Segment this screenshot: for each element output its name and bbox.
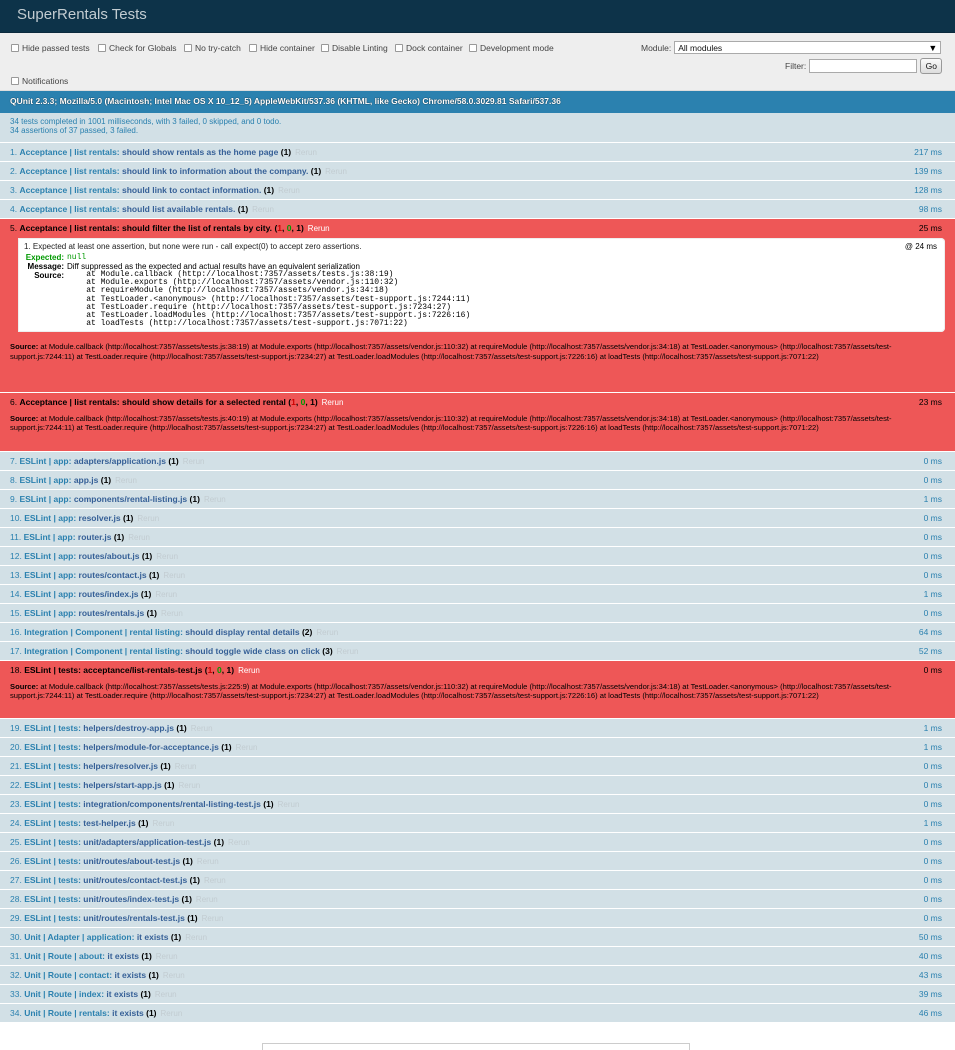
runtime: 0 ms: [923, 456, 942, 466]
runtime: 0 ms: [923, 799, 942, 809]
rerun-link[interactable]: Rerun: [190, 724, 213, 733]
module-select[interactable]: All modules ▼: [674, 41, 941, 54]
checkbox-icon[interactable]: [98, 44, 106, 52]
runtime: 0 ms: [923, 913, 942, 923]
test-row[interactable]: 28. ESLint | tests: unit/routes/index-test.js (1) Rerun 0 ms: [0, 890, 955, 909]
hide-passed-checkbox[interactable]: Hide passed tests: [11, 43, 90, 53]
runtime: 1 ms: [923, 494, 942, 504]
checkbox-icon[interactable]: [11, 44, 19, 52]
test-row[interactable]: 19. ESLint | tests: helpers/destroy-app.js (1) Rerun 1 ms: [0, 719, 955, 738]
rerun-link[interactable]: Rerun: [238, 666, 260, 675]
runtime: 64 ms: [918, 627, 942, 637]
runtime: 1 ms: [923, 589, 942, 599]
rerun-link[interactable]: Rerun: [178, 781, 201, 790]
rerun-link[interactable]: Rerun: [162, 971, 185, 980]
runtime: 0 ms: [923, 570, 942, 580]
failed-test-row[interactable]: 5. Acceptance | list rentals: should filter the list of rentals by city. (1, 0, 1) Rerun 25 ms 1. Expected at least one assertion, but none were run - call expect(0) to accept zero assertions. @ 24 ms Expected: null Message: Diff suppressed as the expected and actual results have an equivalent serialization Source: at Module.callback (http://localhost:7357/assets/tests.js:38:19) at Module.exports (http://localhost:7357/assets/vendor.js:110:32) at requireModule (http://localhost:7357/assets/vendor.js:34:18) at TestLoader.<anonymous> (http://localhost:7357/assets/test-support.js:7244:11) at TestLoader.require (http://localhost:7357/assets/test-support.js:7234:27) at TestLoader.loadModules (http://localhost:7357/assets/test-support.js:7226:16) at loadTests (http://localhost:7357/assets/test-support.js:7071:22) Source: at Module.callback (http://localhost:7357/assets/tests.js:38:19) at Module.exports (http://localhost:7357/assets/vendor.js:110:32) at requireModule (http://localhost:7357/assets/vendor.js:34:18) at TestLoader.<anonymous> (http://localhost:7357/assets/test-support.js:7244:11) at TestLoader.require (http://localhost:7357/assets/test-support.js:7234:27) at TestLoader.loadModules (http://localhost:7357/assets/test-support.js:7226:16) at loadTests (http://localhost:7357/assets/test-support.js:7071:22): [0, 219, 955, 393]
rerun-link[interactable]: Rerun: [201, 914, 224, 923]
rerun-link[interactable]: Rerun: [295, 148, 317, 157]
rerun-link[interactable]: Rerun: [316, 628, 339, 637]
hide-container-checkbox[interactable]: Hide container: [249, 43, 315, 53]
rerun-link[interactable]: Rerun: [277, 800, 300, 809]
go-button[interactable]: Go: [920, 58, 942, 74]
test-row[interactable]: 29. ESLint | tests: unit/routes/rentals-test.js (1) Rerun 0 ms: [0, 909, 955, 928]
rerun-link[interactable]: Rerun: [228, 838, 250, 847]
test-row[interactable]: 10. ESLint | app: resolver.js (1) Rerun 0 ms: [0, 509, 955, 528]
stack-trace: at Module.callback (http://localhost:7357/assets/tests.js:38:19) at Module.exports (http://localhost:7357/assets/vendor.js:110:32) at requireModule (http://localhost:7357/assets/vendor.js:34:18) at TestLoader.<anonymous> (http://localhost:7357/assets/test-support.js:7244:11) at TestLoader.require (http://localhost:7357/assets/test-support.js:7234:27) at TestLoader.loadModules (http://localhost:7357/assets/test-support.js:7226:16) at loadTests (http://localhost:7357/assets/test-support.js:7071:22): [86, 270, 471, 329]
rerun-link[interactable]: Rerun: [152, 819, 175, 828]
toolbar: [0, 33, 955, 91]
failed-test-row[interactable]: 18. ESLint | tests: acceptance/list-rentals-test.js (1, 0, 1) Rerun 0 ms Source: at Module.callback (http://localhost:7357/assets/tests.js:225:9) at Module.exports (http://localhost:7357/assets/vendor.js:110:32) at requireModule (http://localhost:7357/assets/vendor.js:34:18) at TestLoader.<anonymous> (http://localhost:7357/assets/test-support.js:7244:11) at TestLoader.require (http://localhost:7357/assets/test-support.js:7234:27) at TestLoader.loadModules (http://localhost:7357/assets/test-support.js:7226:16) at loadTests (http://localhost:7357/assets/test-support.js:7071:22): [0, 661, 955, 719]
test-row[interactable]: 14. ESLint | app: routes/index.js (1) Rerun 1 ms: [0, 585, 955, 604]
rerun-link[interactable]: Rerun: [128, 533, 151, 542]
bottom-panel-edge: [262, 1043, 690, 1050]
test-row[interactable]: 24. ESLint | tests: test-helper.js (1) Rerun 1 ms: [0, 814, 955, 833]
rerun-link[interactable]: Rerun: [163, 571, 186, 580]
runtime: 0 ms: [923, 780, 942, 790]
development-mode-checkbox[interactable]: Development mode: [469, 43, 554, 53]
runtime: 0 ms: [923, 894, 942, 904]
rerun-link[interactable]: Rerun: [278, 186, 300, 195]
rerun-link[interactable]: Rerun: [325, 167, 347, 176]
rerun-link[interactable]: Rerun: [137, 514, 160, 523]
test-row[interactable]: 32. Unit | Route | contact: it exists (1) Rerun 43 ms: [0, 966, 955, 985]
runtime: 23 ms: [918, 397, 942, 407]
checkbox-icon[interactable]: [321, 44, 329, 52]
runtime: 0 ms: [923, 475, 942, 485]
rerun-link[interactable]: Rerun: [155, 952, 178, 961]
failure-source: Source: at Module.callback (http://localhost:7357/assets/tests.js:40:19) at Module.exports (http://localhost:7357/assets/vendor.js:110:32) at requireModule (http://localhost:7357/assets/vendor.js:34:18) at TestLoader.<anonymous> (http://localhost:7357/assets/test-support.js:7244:11) at TestLoader.require (http://localhost:7357/assets/test-support.js:7234:27) at TestLoader.loadModules (http://localhost:7357/assets/test-support.js:7226:16) at loadTests (http://localhost:7357/assets/test-support.js:7071:22): [10, 414, 892, 433]
test-row[interactable]: 2. Acceptance | list rentals: should link to information about the company. (1) Rerun 139 ms: [0, 162, 955, 181]
test-row[interactable]: 12. ESLint | app: routes/about.js (1) Rerun 0 ms: [0, 547, 955, 566]
rerun-link[interactable]: Rerun: [160, 1009, 183, 1018]
runtime: 0 ms: [923, 551, 942, 561]
runtime: 43 ms: [918, 970, 942, 980]
failure-source: Source: at Module.callback (http://localhost:7357/assets/tests.js:225:9) at Module.exports (http://localhost:7357/assets/vendor.js:110:32) at requireModule (http://localhost:7357/assets/vendor.js:34:18) at TestLoader.<anonymous> (http://localhost:7357/assets/test-support.js:7244:11) at TestLoader.require (http://localhost:7357/assets/test-support.js:7234:27) at TestLoader.loadModules (http://localhost:7357/assets/test-support.js:7226:16) at loadTests (http://localhost:7357/assets/test-support.js:7071:22): [10, 682, 892, 701]
test-row[interactable]: 15. ESLint | app: routes/rentals.js (1) Rerun 0 ms: [0, 604, 955, 623]
checkbox-icon[interactable]: [11, 77, 19, 85]
runtime: 46 ms: [918, 1008, 942, 1018]
runtime: 0 ms: [923, 761, 942, 771]
dock-container-checkbox[interactable]: Dock container: [395, 43, 463, 53]
test-row[interactable]: 22. ESLint | tests: helpers/start-app.js (1) Rerun 0 ms: [0, 776, 955, 795]
test-row[interactable]: 11. ESLint | app: router.js (1) Rerun 0 ms: [0, 528, 955, 547]
test-row[interactable]: 23. ESLint | tests: integration/components/rental-listing-test.js (1) Rerun 0 ms: [0, 795, 955, 814]
test-row[interactable]: 33. Unit | Route | index: it exists (1) Rerun 39 ms: [0, 985, 955, 1004]
rerun-link[interactable]: Rerun: [336, 647, 359, 656]
no-try-catch-checkbox[interactable]: No try-catch: [184, 43, 241, 53]
runtime: 139 ms: [914, 166, 942, 176]
rerun-link[interactable]: Rerun: [321, 398, 344, 407]
notifications-checkbox[interactable]: Notifications: [11, 76, 68, 86]
runtime: 128 ms: [914, 185, 942, 195]
user-agent: QUnit 2.3.3; Mozilla/5.0 (Macintosh; Intel Mac OS X 10_12_5) AppleWebKit/537.36 (KHTML, like Gecko) Chrome/58.0.3029.81 Safari/537.36: [0, 91, 955, 113]
test-list: [0, 143, 955, 1023]
runtime: 39 ms: [918, 989, 942, 999]
test-row[interactable]: 21. ESLint | tests: helpers/resolver.js (1) Rerun 0 ms: [0, 757, 955, 776]
failure-source: Source: at Module.callback (http://localhost:7357/assets/tests.js:38:19) at Module.exports (http://localhost:7357/assets/vendor.js:110:32) at requireModule (http://localhost:7357/assets/vendor.js:34:18) at TestLoader.<anonymous> (http://localhost:7357/assets/test-support.js:7244:11) at TestLoader.require (http://localhost:7357/assets/test-support.js:7234:27) at TestLoader.loadModules (http://localhost:7357/assets/test-support.js:7226:16) at loadTests (http://localhost:7357/assets/test-support.js:7071:22): [10, 342, 892, 361]
checkbox-icon[interactable]: [249, 44, 257, 52]
runtime: 52 ms: [918, 646, 942, 656]
checkbox-icon[interactable]: [184, 44, 192, 52]
test-row[interactable]: 17. Integration | Component | rental listing: should toggle wide class on click (3) Rerun 52 ms: [0, 642, 955, 661]
check-globals-checkbox[interactable]: Check for Globals: [98, 43, 177, 53]
rerun-link[interactable]: Rerun: [307, 224, 330, 233]
filter-row: [785, 58, 942, 74]
test-row[interactable]: 31. Unit | Route | about: it exists (1) Rerun 40 ms: [0, 947, 955, 966]
rerun-link[interactable]: Rerun: [174, 762, 197, 771]
checkbox-icon[interactable]: [469, 44, 477, 52]
runtime: 217 ms: [914, 147, 942, 157]
rerun-link[interactable]: Rerun: [160, 609, 183, 618]
rerun-link[interactable]: Rerun: [155, 590, 178, 599]
runtime: 1 ms: [923, 742, 942, 752]
test-row[interactable]: 34. Unit | Route | rentals: it exists (1) Rerun 46 ms: [0, 1004, 955, 1023]
test-row[interactable]: 3. Acceptance | list rentals: should link to contact information. (1) Rerun 128 ms: [0, 181, 955, 200]
runtime: 40 ms: [918, 951, 942, 961]
rerun-link[interactable]: Rerun: [195, 895, 218, 904]
filter-label: Filter:: [785, 61, 807, 71]
rerun-link[interactable]: Rerun: [252, 205, 274, 214]
runtime: 50 ms: [918, 932, 942, 942]
runtime: 0 ms: [923, 665, 942, 675]
runtime: 0 ms: [923, 608, 942, 618]
test-row[interactable]: 13. ESLint | app: routes/contact.js (1) Rerun 0 ms: [0, 566, 955, 585]
test-row[interactable]: 26. ESLint | tests: unit/routes/about-test.js (1) Rerun 0 ms: [0, 852, 955, 871]
rerun-link[interactable]: Rerun: [196, 857, 219, 866]
rerun-link[interactable]: Rerun: [235, 743, 258, 752]
test-row[interactable]: 4. Acceptance | list rentals: should list available rentals. (1) Rerun 98 ms: [0, 200, 955, 219]
failed-test-row[interactable]: 6. Acceptance | list rentals: should show details for a selected rental (1, 0, 1) Rerun 23 ms Source: at Module.callback (http://localhost:7357/assets/tests.js:40:19) at Module.exports (http://localhost:7357/assets/vendor.js:110:32) at requireModule (http://localhost:7357/assets/vendor.js:34:18) at TestLoader.<anonymous> (http://localhost:7357/assets/test-support.js:7244:11) at TestLoader.require (http://localhost:7357/assets/test-support.js:7234:27) at TestLoader.loadModules (http://localhost:7357/assets/test-support.js:7226:16) at loadTests (http://localhost:7357/assets/test-support.js:7071:22): [0, 393, 955, 452]
test-row[interactable]: 30. Unit | Adapter | application: it exists (1) Rerun 50 ms: [0, 928, 955, 947]
assertion-detail: 1. Expected at least one assertion, but none were run - call expect(0) to accept zero assertions. @ 24 ms Expected: null Message: Diff suppressed as the expected and actual results have an equivalent serialization Source: at Module.callback (http://localhost:7357/assets/tests.js:38:19) at Module.exports (http://localhost:7357/assets/vendor.js:110:32) at requireModule (http://localhost:7357/assets/vendor.js:34:18) at TestLoader.<anonymous> (http://localhost:7357/assets/test-support.js:7244:11) at TestLoader.require (http://localhost:7357/assets/test-support.js:7234:27) at TestLoader.loadModules (http://localhost:7357/assets/test-support.js:7226:16) at loadTests (http://localhost:7357/assets/test-support.js:7071:22): [10, 238, 945, 332]
runtime: 25 ms: [918, 223, 942, 233]
rerun-link[interactable]: Rerun: [115, 476, 137, 485]
runtime: 0 ms: [923, 856, 942, 866]
rerun-link[interactable]: Rerun: [203, 495, 226, 504]
test-row[interactable]: 27. ESLint | tests: unit/routes/contact-test.js (1) Rerun 0 ms: [0, 871, 955, 890]
rerun-link[interactable]: Rerun: [185, 933, 208, 942]
test-row[interactable]: 8. ESLint | app: app.js (1) Rerun 0 ms: [0, 471, 955, 490]
test-result-summary: 34 tests completed in 1001 milliseconds, with 3 failed, 0 skipped, and 0 todo. 34 assertions of 37 passed, 3 failed.: [0, 113, 955, 143]
runtime: 0 ms: [923, 513, 942, 523]
runtime: 98 ms: [918, 204, 942, 214]
runtime: 0 ms: [923, 837, 942, 847]
test-row[interactable]: 16. Integration | Component | rental listing: should display rental details (2) Rerun 64 ms: [0, 623, 955, 642]
runtime: 1 ms: [923, 723, 942, 733]
runtime: 0 ms: [923, 875, 942, 885]
test-row[interactable]: 7. ESLint | app: adapters/application.js (1) Rerun 0 ms: [0, 452, 955, 471]
runtime: 1 ms: [923, 818, 942, 828]
rerun-link[interactable]: Rerun: [156, 552, 179, 561]
test-row[interactable]: 25. ESLint | tests: unit/adapters/application-test.js (1) Rerun 0 ms: [0, 833, 955, 852]
disable-linting-checkbox[interactable]: Disable Linting: [321, 43, 388, 53]
test-row[interactable]: 1. Acceptance | list rentals: should show rentals as the home page (1) Rerun 217 ms: [0, 143, 955, 162]
test-row[interactable]: 20. ESLint | tests: helpers/module-for-acceptance.js (1) Rerun 1 ms: [0, 738, 955, 757]
dropdown-arrow-icon[interactable]: ▼: [928, 42, 938, 53]
filter-input[interactable]: [809, 59, 917, 73]
rerun-link[interactable]: Rerun: [203, 876, 226, 885]
module-label: Module:: [641, 42, 672, 53]
test-row[interactable]: 9. ESLint | app: components/rental-listing.js (1) Rerun 1 ms: [0, 490, 955, 509]
rerun-link[interactable]: Rerun: [154, 990, 177, 999]
page-title[interactable]: SuperRentals Tests: [0, 0, 955, 33]
module-filter: [641, 41, 941, 54]
checkbox-icon[interactable]: [395, 44, 403, 52]
rerun-link[interactable]: Rerun: [182, 457, 205, 466]
runtime: 0 ms: [923, 532, 942, 542]
